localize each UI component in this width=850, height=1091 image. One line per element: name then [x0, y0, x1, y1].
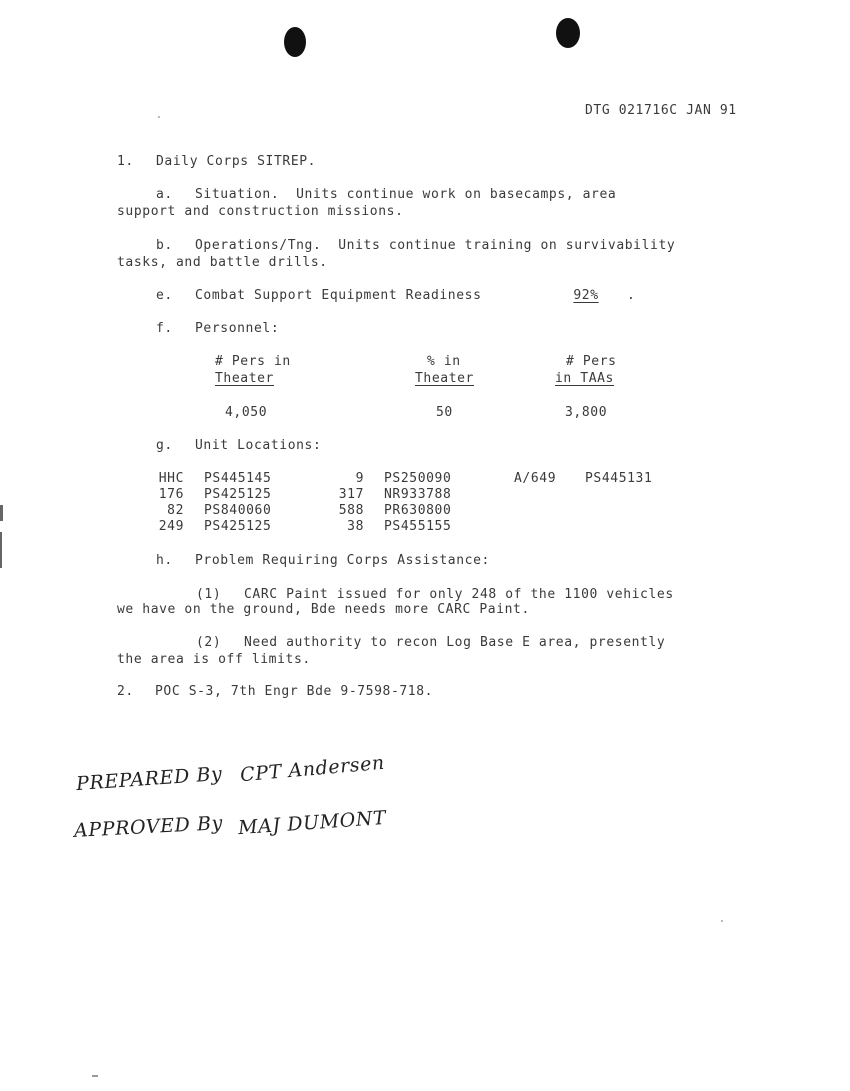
prepared-by-label: PREPARED By	[75, 762, 224, 796]
grid-ref: PS445145	[204, 471, 272, 486]
readiness-value: 92%	[573, 288, 599, 303]
grid-ref: PS425125	[204, 487, 272, 502]
para-h-letter: h.	[156, 553, 173, 568]
grid-ref: PR630800	[384, 503, 452, 518]
personnel-col1-header2: Theater	[215, 371, 274, 386]
problem-2-number: (2)	[196, 635, 222, 650]
personnel-col1-header1: # Pers in	[215, 354, 291, 369]
para-f-label: Personnel:	[195, 321, 280, 336]
item-1-title: Daily Corps SITREP.	[156, 154, 317, 169]
para-g-letter: g.	[156, 438, 173, 453]
para-a-line1: Situation. Units continue work on basecamps, area	[195, 187, 617, 202]
unit-id: 176	[158, 487, 184, 502]
para-b-line2: tasks, and battle drills.	[117, 255, 328, 270]
grid-ref: PS250090	[384, 471, 452, 486]
personnel-col2-value: 50	[436, 405, 453, 420]
personnel-col3-header1: # Pers	[566, 354, 617, 369]
approved-by-name: MAJ DUMONT	[237, 806, 388, 840]
prepared-by-name: CPT Andersen	[239, 751, 386, 787]
scan-speck	[92, 1075, 98, 1077]
para-e-letter: e.	[156, 288, 173, 303]
personnel-col3-header2: in TAAs	[555, 371, 614, 386]
personnel-col2-header2: Theater	[415, 371, 474, 386]
grid-ref: NR933788	[384, 487, 452, 502]
personnel-col1-value: 4,050	[225, 405, 268, 420]
item-2-text: POC S-3, 7th Engr Bde 9-7598-718.	[155, 684, 434, 699]
unit-id: 9	[355, 471, 364, 486]
para-a-line2: support and construction missions.	[117, 204, 404, 219]
dtg-stamp: DTG 021716C JAN 91	[585, 103, 737, 118]
para-a-letter: a.	[156, 187, 173, 202]
grid-ref: PS455155	[384, 519, 452, 534]
grid-ref: PS425125	[204, 519, 272, 534]
grid-ref: PS445131	[585, 471, 653, 486]
unit-id: 38	[347, 519, 364, 534]
approved-by-label: APPROVED By	[73, 812, 224, 842]
problem-2-line2: the area is off limits.	[117, 652, 311, 667]
problem-1-line1: CARC Paint issued for only 248 of the 1100 vehicles	[244, 587, 674, 602]
unit-id: 82	[167, 503, 184, 518]
para-g-label: Unit Locations:	[195, 438, 322, 453]
punch-hole-left	[284, 27, 306, 57]
para-f-letter: f.	[156, 321, 173, 336]
personnel-col3-value: 3,800	[565, 405, 608, 420]
para-h-label: Problem Requiring Corps Assistance:	[195, 553, 490, 568]
problem-1-line2: we have on the ground, Bde needs more CARC Paint.	[117, 602, 530, 617]
para-e-label: Combat Support Equipment Readiness	[195, 288, 482, 303]
para-b-letter: b.	[156, 238, 173, 253]
item-2-number: 2.	[117, 684, 134, 699]
para-b-line1: Operations/Tng. Units continue training on survivability	[195, 238, 676, 253]
punch-hole-right	[556, 18, 580, 48]
problem-1-number: (1)	[196, 587, 222, 602]
readiness-period: .	[627, 288, 636, 303]
personnel-col2-header1: % in	[427, 354, 461, 369]
unit-id: 249	[158, 519, 184, 534]
unit-id: HHC	[158, 471, 184, 486]
unit-id: A/649	[514, 471, 557, 486]
grid-ref: PS840060	[204, 503, 272, 518]
unit-id: 588	[338, 503, 364, 518]
item-1-number: 1.	[117, 154, 134, 169]
scan-speck	[721, 920, 723, 922]
scan-speck	[158, 116, 160, 118]
unit-id: 317	[338, 487, 364, 502]
problem-2-line1: Need authority to recon Log Base E area, presently	[244, 635, 666, 650]
